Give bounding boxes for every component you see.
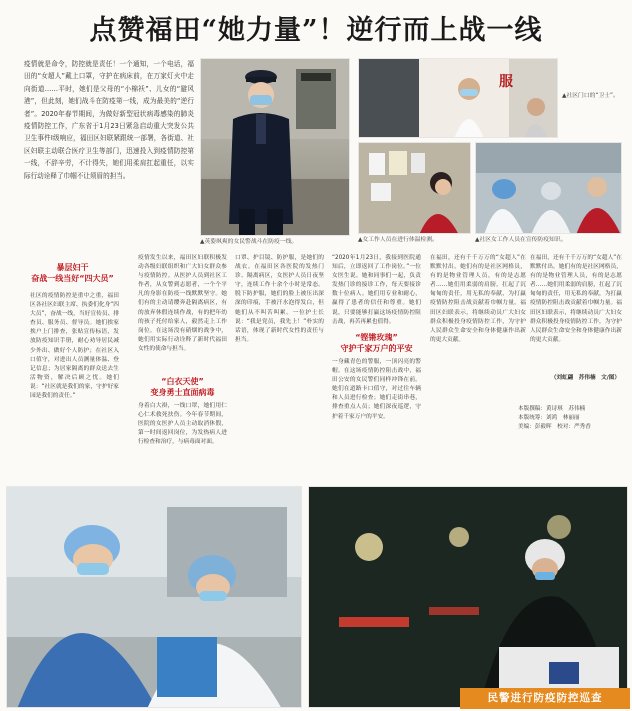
notice-photo bbox=[358, 142, 471, 234]
column-4b: 一身藏青色的警服，一顶闪亮的警帽。在这场疫情防控阻击战中，福田公安的女民警们同样冲锋在前。她们在道路卡口值守，对过往车辆和人员进行检查；她们走街串巷，排查重点人员；她们深夜巡逻，守护着千家万户的平安。 bbox=[332, 359, 421, 420]
column-5: 在福田，还有千千万万的“女超人”在默默付出。她们有的是社区网格员，有的是物业管理人员，有的是志愿者……她们用柔弱的肩膀，扛起了沉甸甸的责任，用无私的奉献，为打赢疫情防控阻击战贡献着巾帼力量。福田区妇联表示，将继续动员广大妇女群众积极投身疫情防控工作，为守护人民群众生命安全和身体健康作出新的更大贡献。 bbox=[430, 255, 526, 343]
patrol-illustration bbox=[309, 487, 628, 708]
headline: 点赞福田“她力量”！逆行而上战一线 bbox=[89, 15, 543, 46]
column-2: 疫情发生以来，福田区妇联积极发动各级妇联组织和广大妇女群众参与疫情防控。从医护人员到社区工作者，从女警到志愿者，一个个平凡的身影在防疫一线默默坚守。她们有的主动请缨奔赴隔离病区，有的放弃休假连续作战，有的把年幼的孩子托付给家人，毅然走上工作岗位。在这场没有硝烟的战争中，她们用实际行动诠释了新时代福田女性的使命与担当。 bbox=[138, 255, 227, 352]
section3-title bbox=[332, 332, 421, 354]
section1-title-line2: 奋战一线当好“四大员” bbox=[31, 274, 114, 283]
shop-sign: 服 bbox=[499, 74, 513, 90]
signature: （刘虹翩 苏伟楠 文/图） bbox=[550, 375, 620, 381]
credits-line-3: 美编：彭毅晖 校对：严秀香 bbox=[518, 424, 591, 430]
section3-title-line2: 守护千家万户的平安 bbox=[340, 344, 413, 353]
storefront-illustration bbox=[359, 59, 558, 138]
medical-staff-photo bbox=[475, 142, 622, 234]
column-1: 社区的疫情防控是重中之重，福田区各社区妇联主席、执委们化身“四大员”，奋战一线，当好宣传员、排查员、服务员、督导员。她们挨家挨户上门排查，张贴宣传标语，发放防疫知识手册，耐心劝导居民减少外出、做好个人防护；在社区入口值守，对进出人员测量体温、登记信息；为居家隔离的群众送去生活物资，解决后顾之忧。她们说：“社区就是我们的家，守护好家园是我们的责任。” bbox=[30, 293, 119, 400]
right-caption: ▲社区门口的“卫士”。 bbox=[562, 93, 619, 99]
policewoman-illustration bbox=[201, 59, 350, 236]
column-3: 口罩、护目镜、防护服，是她们的战衣。在福田区各医院的发热门诊、隔离病区，女医护人员日夜坚守，连续工作十余个小时是常态。脱下防护服，她们的脸上被压出深深的印痕，手被汗水泡得发白，但她们从不叫苦叫累。一位护士长说：“我是党员，我先上！”朴实的话语，体现了新时代女性的责任与担当。 bbox=[235, 255, 324, 343]
lead-paragraph: 疫情就是命令，防控就是责任！一个通知，一个电话，福田的“女超人”戴上口罩，守护在病床前，在万家灯火中走向街道……平时，她们是父母的“小棉袄”、儿女的“避风港”，但此刻，她们战斗在防疫第一线，成为最美的“逆行者”。2020年春节期间，为做好新型冠状病毒感染的肺炎疫情防控工作，广东省于1月23日紧急启动重大突发公共卫生事件I级响应，福田区妇联紧跟统一部署，各街道、社区妇联主动联合医疗卫生等部门，迅速投入到疫情防控第一线，不辞辛劳，不计得失，她们用柔肩扛起重任，以实际行动诠释了巾帼不让须眉的担当。 bbox=[24, 60, 194, 180]
section1-title-line1: 暴层妇干 bbox=[56, 263, 89, 272]
section2-title-line1: “白衣天使” bbox=[161, 377, 204, 386]
medics-illustration bbox=[7, 487, 302, 708]
top-mid-caption: ▲女工作人员在进行体温检测。 bbox=[358, 237, 438, 243]
section1-title bbox=[30, 262, 115, 284]
police-patrol-photo bbox=[308, 486, 628, 708]
section2-title-line2: 变身勇士直面病毒 bbox=[150, 388, 215, 397]
column-2b: 身着白大褂，一线口罩，她们用仁心仁术救死扶伤。今年春节期间，医院的女医护人员主动取消休假，第一时间返回岗位，为发热病人进行检查和治疗，与病毒面对面。 bbox=[138, 403, 227, 446]
column-6-text: 在福田，还有千千万万的“女超人”在默默付出。她们有的是社区网格员，有的是物业管理人员，有的是志愿者……她们用柔弱的肩膀，扛起了沉甸甸的责任，用无私的奉献，为打赢疫情防控阻击战贡献着巾帼力量。福田区妇联表示，将继续动员广大妇女群众积极投身疫情防控工作，为守护人民群众生命安全和身体健康作出新的更大贡献。 bbox=[530, 255, 622, 343]
top-right-caption: ▲社区女工作人员在宣传防疫知识。 bbox=[475, 237, 567, 243]
top-left-caption: ▲英姿飒爽的女民警战斗在防疫一线。 bbox=[200, 239, 298, 245]
medical-illustration bbox=[476, 143, 622, 234]
notice-illustration bbox=[359, 143, 471, 234]
policewoman-photo bbox=[200, 58, 350, 236]
column-4: “2020年1月23日，我接到医院通知后，立即返回了工作岗位。”一位女医生说。她和同事们一起，负责发热门诊的接诊工作，每天要接诊数十位病人。她们用专业和耐心，赢得了患者的信任和尊重。她们说，只要能够打赢这场疫情防控阻击战，再苦再累也值得。 bbox=[332, 255, 421, 325]
patrol-banner: 民警进行防疫防控巡查 bbox=[460, 688, 630, 709]
credits-line-2: 本版统筹：刘鸿 林丽丽 bbox=[518, 415, 580, 421]
credits bbox=[518, 405, 622, 432]
section3-title-line1: “铿锵玫瑰” bbox=[355, 333, 398, 342]
column-6 bbox=[530, 254, 622, 372]
section2-title bbox=[138, 376, 227, 398]
medics-photo bbox=[6, 486, 302, 708]
credits-line-1: 本版撰稿：黄诗琪 苏伟楠 bbox=[518, 406, 586, 412]
storefront-photo bbox=[358, 58, 558, 138]
